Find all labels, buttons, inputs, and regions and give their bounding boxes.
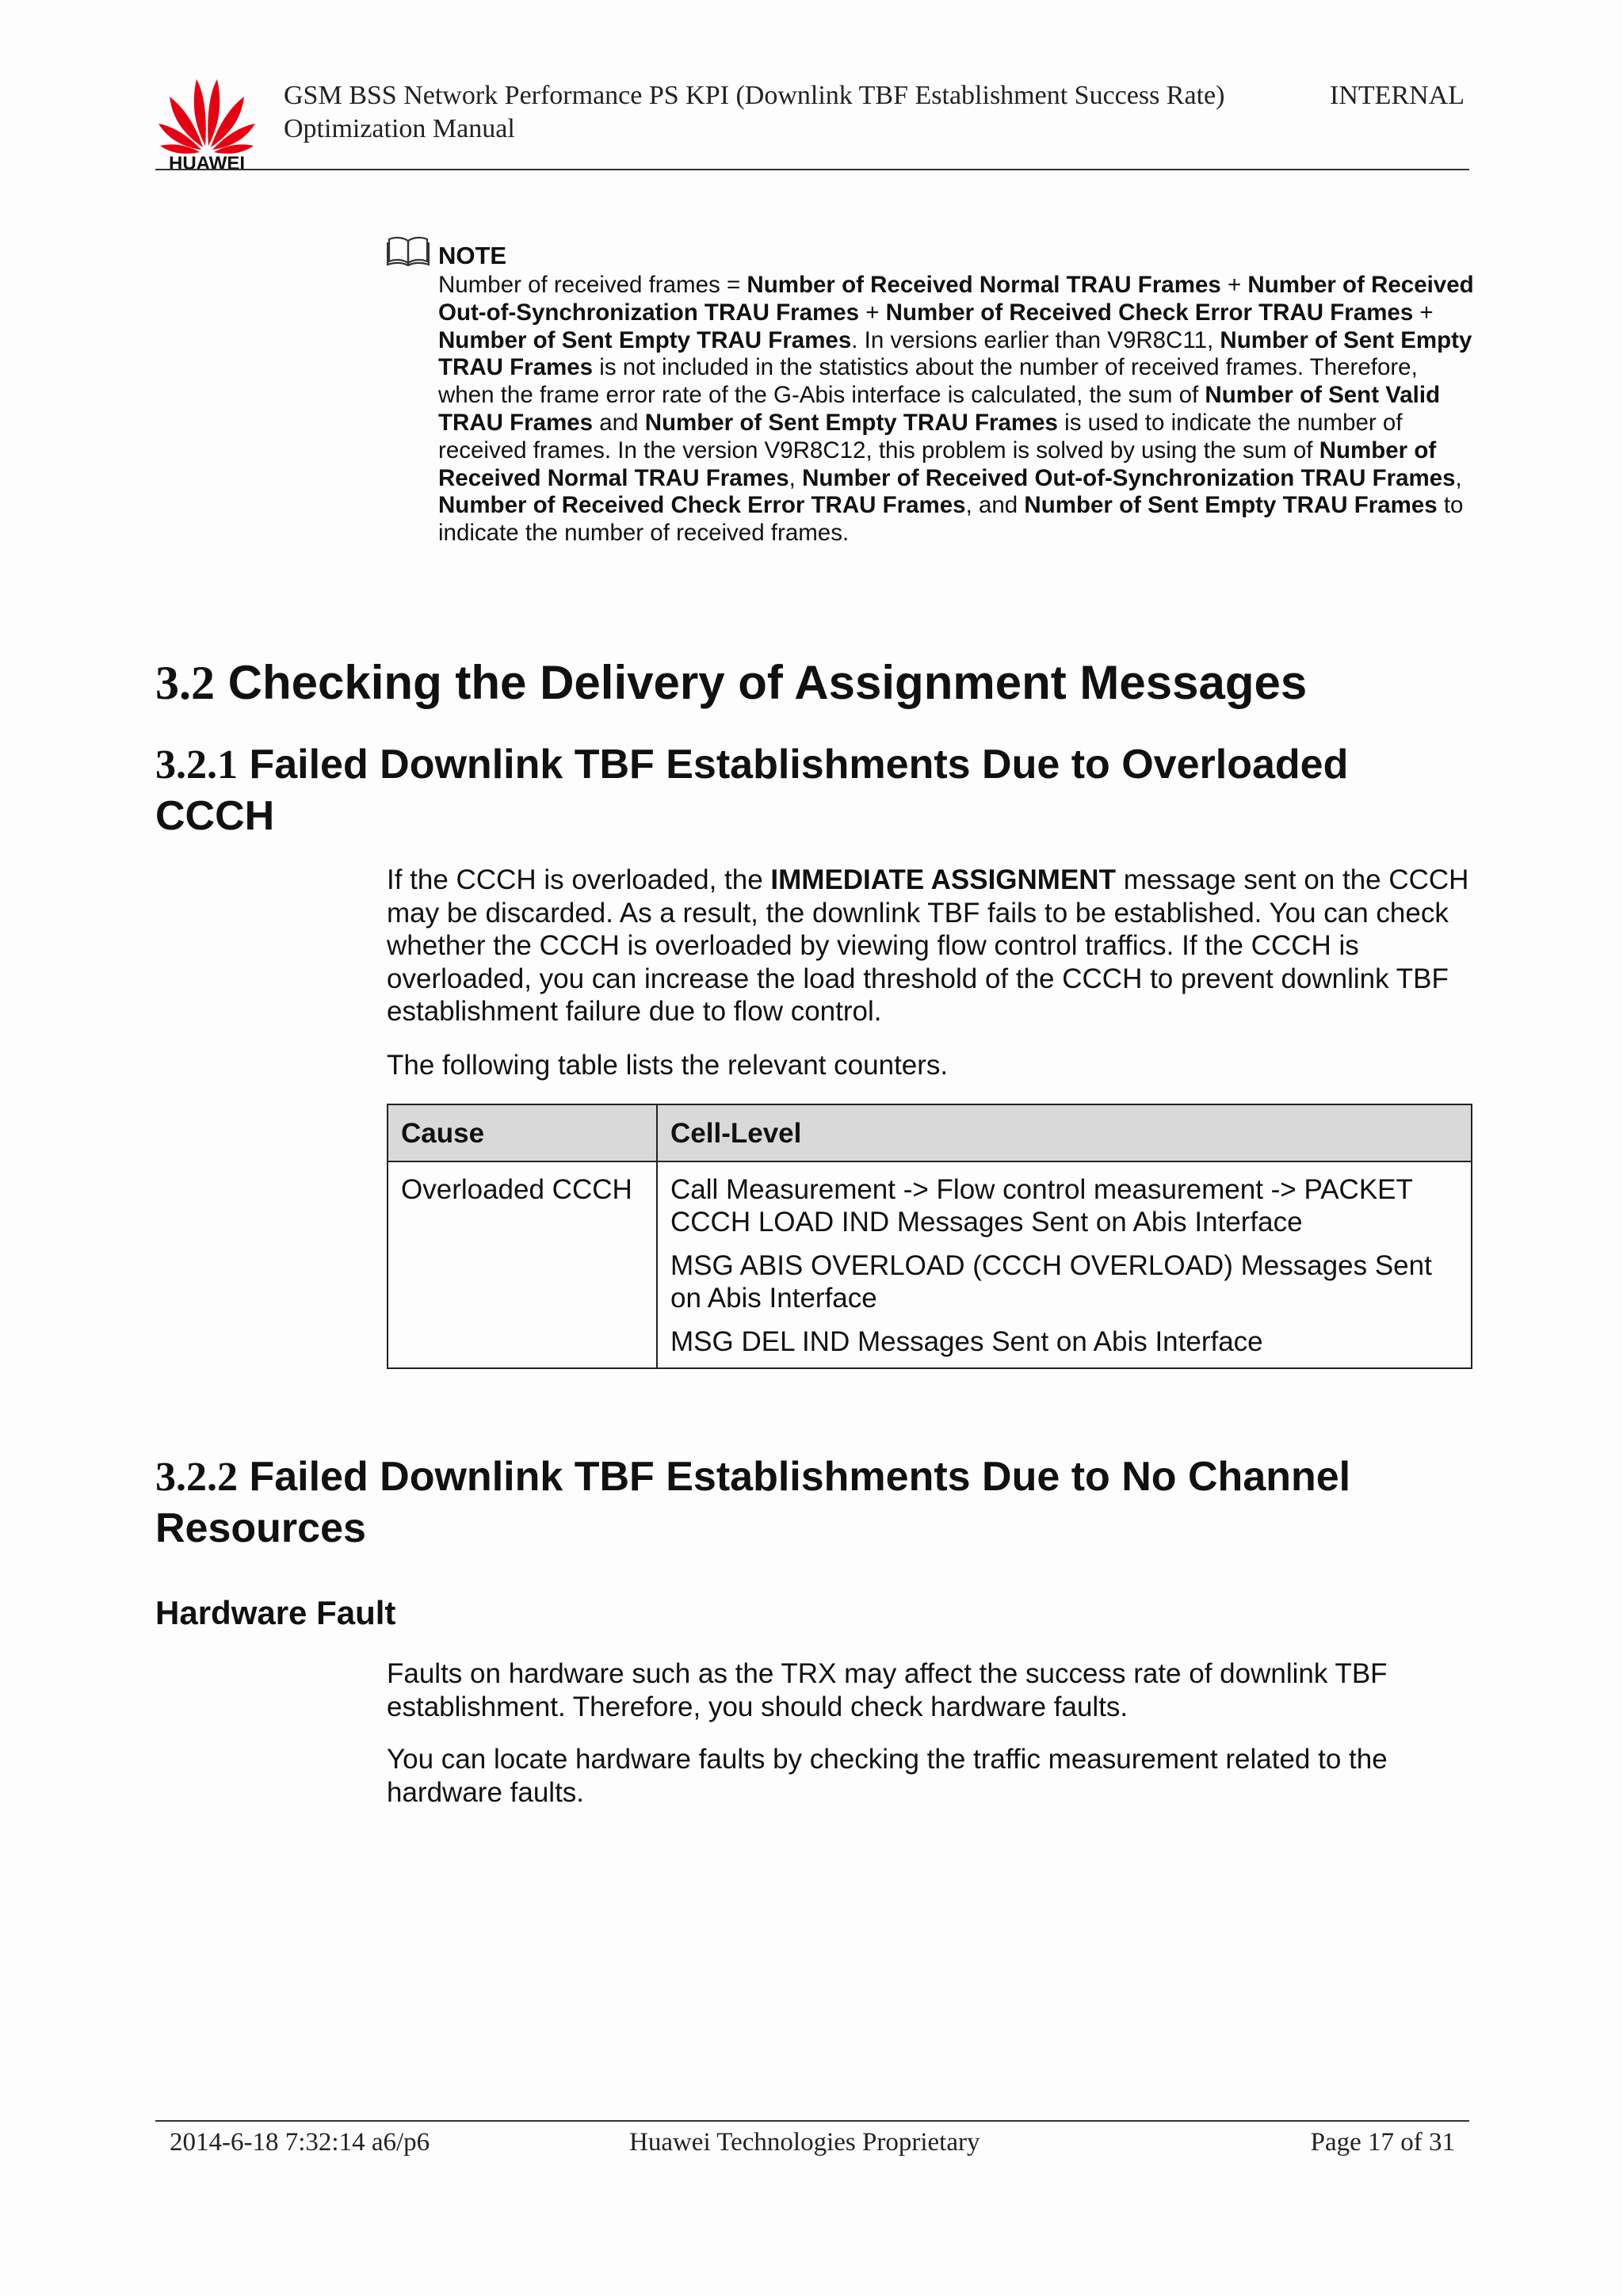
section-title: Failed Downlink TBF Establishments Due to Overloaded CCCH (155, 742, 1349, 839)
note-segment-text: + (1413, 299, 1434, 326)
document-title-line2: Optimization Manual (284, 114, 515, 143)
section-heading-3-2 (155, 654, 1503, 711)
subheading-hardware-fault: Hardware Fault (155, 1594, 396, 1631)
section-heading-3-2-1 (155, 739, 1471, 841)
counters-table (387, 1104, 1472, 1369)
note-segment-text: . In versions earlier than V9R8C11, (851, 326, 1220, 353)
note-segment-text: + (1220, 272, 1248, 298)
table-header-row (388, 1104, 1472, 1161)
paragraph-table-intro: The following table lists the relevant counters. (387, 1050, 949, 1081)
paragraph-hardware-1: Faults on hardware such as the TRX may affect the success rate of downlink TBF establishment. Therefore, you should check hardware faults. (387, 1658, 1388, 1722)
section-number: 3.2.2 (155, 1455, 238, 1500)
paragraph-segment-bold: IMMEDIATE ASSIGNMENT (770, 864, 1116, 895)
table-cell-cause: Overloaded CCCH (388, 1161, 657, 1368)
note-segment-bold: Number of Sent Empty TRAU Frames (1024, 492, 1438, 519)
paragraph-ccch-overload (387, 864, 1480, 1028)
header-divider (155, 169, 1469, 170)
note-segment-text: , and (965, 492, 1025, 519)
note-segment-text: to indicate the number of received frames. (438, 492, 1464, 547)
section-number: 3.2 (155, 657, 215, 709)
section-title: Checking the Delivery of Assignment Messages (227, 656, 1308, 709)
huawei-logo (155, 73, 258, 171)
note-segment-bold: Number of Sent Empty TRAU Frames (438, 326, 1472, 381)
document-title-line1: GSM BSS Network Performance PS KPI (Downlink TBF Establishment Success Rate) (284, 81, 1225, 110)
note-segment-bold: Number of Sent Valid TRAU Frames (438, 382, 1441, 436)
counter-item: MSG DEL IND Messages Sent on Abis Interface (670, 1326, 1263, 1357)
footer-timestamp: 2014-6-18 7:32:14 a6/p6 (170, 2128, 430, 2157)
table-row (388, 1161, 1472, 1368)
book-icon (387, 235, 430, 266)
table-header-cause: Cause (388, 1104, 657, 1161)
note-segment-bold: Number of Received Check Error TRAU Frames (438, 492, 966, 519)
classification-label: INTERNAL (1330, 81, 1465, 110)
section-heading-3-2-2 (155, 1451, 1471, 1554)
note-segment-text: , (1455, 464, 1462, 491)
page-number: Page 17 of 31 (1310, 2128, 1455, 2157)
note-segment-bold: Number of Received Normal TRAU Frames (438, 437, 1437, 491)
note-segment-bold: Number of Received Normal TRAU Frames (747, 272, 1221, 298)
note-segment-text: + (859, 299, 886, 326)
svg-text:HUAWEI: HUAWEI (169, 153, 245, 171)
paragraph-hardware-2: You can locate hardware faults by checking the traffic measurement related to the hardware faults. (387, 1744, 1388, 1808)
section-number: 3.2.1 (155, 742, 238, 788)
note-segment-text: is used to indicate the number of received frames. In the version V9R8C12, this problem is solved by using the sum of (438, 409, 1403, 463)
note-segment-bold: Number of Received Check Error TRAU Frames (885, 299, 1414, 326)
counter-item: Call Measurement -> Flow control measurement -> PACKET CCCH LOAD IND Messages Sent on Abis Interface (670, 1174, 1413, 1238)
table-cell-counters (657, 1161, 1472, 1368)
note-segment-bold: Number of Sent Empty TRAU Frames (438, 326, 852, 353)
paragraph-segment-text: If the CCCH is overloaded, the (387, 864, 771, 895)
document-title (284, 79, 1266, 146)
counter-item: MSG ABIS OVERLOAD (CCCH OVERLOAD) Messages Sent on Abis Interface (670, 1250, 1432, 1314)
note-segment-bold: Number of Sent Empty TRAU Frames (644, 409, 1058, 436)
note-segment-bold: Number of Received Out-of-Synchronization TRAU Frames (802, 464, 1456, 491)
paragraph-segment-text: message sent on the CCCH may be discarded. As a result, the downlink TBF fails to be established. You can check whether the CCCH is overloaded by viewing flow control traffics. If the CCCH is overloaded, you can increase the load threshold of the CCCH to prevent downlink TBF establishment failure due to flow control. (387, 864, 1469, 1027)
note-body (438, 272, 1476, 547)
footer-divider (155, 2120, 1469, 2122)
note-label: NOTE (438, 242, 507, 269)
note-segment-text: and (593, 409, 645, 436)
note-segment-text: is not included in the statistics about the number of received frames. Therefore, when the frame error rate of the G-Abis interface is calculated, the sum of (438, 354, 1418, 409)
section-title: Failed Downlink TBF Establishments Due to No Channel Resources (155, 1454, 1351, 1551)
note-segment-bold: Number of Received Out-of-Synchronization TRAU Frames (438, 272, 1474, 326)
note-segment-text: Number of received frames = (438, 272, 747, 298)
note-segment-text: , (789, 464, 803, 491)
footer-proprietary: Huawei Technologies Proprietary (629, 2128, 980, 2157)
table-header-cell-level: Cell-Level (657, 1104, 1472, 1161)
